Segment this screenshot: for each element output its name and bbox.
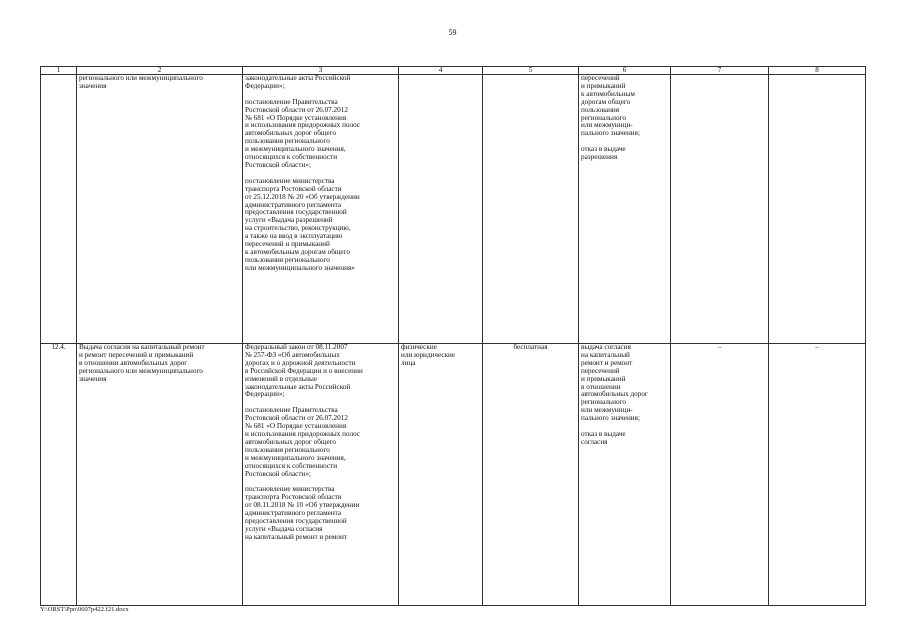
applicants-cell: физические или юридические лица (399, 344, 483, 606)
column-7-cell (671, 75, 769, 344)
service-name-cell: регионального или межмуниципального значения (77, 75, 243, 344)
column-8-cell (769, 75, 866, 344)
row-number: 12.4. (41, 344, 77, 606)
column-header-3: 3 (243, 67, 399, 75)
applicants-cell (399, 75, 483, 344)
column-header-4: 4 (399, 67, 483, 75)
column-header-6: 6 (579, 67, 671, 75)
column-header-1: 1 (41, 67, 77, 75)
column-8-cell: – (769, 344, 866, 606)
column-header-7: 7 (671, 67, 769, 75)
column-7-cell: – (671, 344, 769, 606)
footer-file-path: Y:\ORST\Ppo\0607p422.f21.docx (40, 606, 129, 613)
result-cell: выдача согласия на капитальный ремонт и ремонт пересечений и примыканий в отношении автомобильных дорог регионального или межмуници- пального значения; отказ в выдаче согласия (579, 344, 671, 606)
table-row (41, 344, 866, 606)
payment-cell: бесплатная (483, 344, 579, 606)
legal-acts-cell: законодательные акты Российской Федерации»; постановление Правительства Ростовской области от 26.07.2012 № 681 «О Порядке установления и использования придорожных полос автомобильных дорог общего пользования регионального и межмуниципального значения, относящихся к собственности Ростовской области»; постановление министерства транспорта Ростовской области от 25.12.2018 № 20 «Об утверждении административного регламента предоставления государственной услуги «Выдача разрешений на строительство, реконструкцию, а также на ввод в эксплуатацию пересечений и примыканий к автомобильным дорогам общего пользования регионального или межмуниципального значения» (243, 75, 399, 344)
column-header-2: 2 (77, 67, 243, 75)
result-cell: пересечений и примыканий к автомобильным дорогам общего пользования регионального или межмуници- пального значения; отказ в выдаче разрешения (579, 75, 671, 344)
service-name-cell: Выдача согласия на капитальный ремонт и ремонт пересечений и примыканий в отношении автомобильных дорог регионального или межмуниципального значения (77, 344, 243, 606)
column-header-5: 5 (483, 67, 579, 75)
payment-cell (483, 75, 579, 344)
row-number (41, 75, 77, 344)
table-row (41, 75, 866, 344)
column-header-8: 8 (769, 67, 866, 75)
page-number: 59 (448, 28, 457, 37)
legal-acts-cell: Федеральный закон от 08.11.2007 № 257-ФЗ «Об автомобильных дорогах и о дорожной деятельности в Российской Федерации и о внесении изменений в отдельные законодательные акты Российской Федерации»; постановление Правительства Ростовской области от 26.07.2012 № 681 «О Порядке установления и использования придорожных полос автомобильных дорог общего пользования регионального и межмуниципального значения, относящихся к собственности Ростовской области»; постановление министерства транспорта Ростовской области от 08.11.2018 № 10 «Об утверждении административного регламента предоставления государственной услуги «Выдача согласия на капитальный ремонт и ремонт (243, 344, 399, 606)
services-table (40, 66, 866, 606)
